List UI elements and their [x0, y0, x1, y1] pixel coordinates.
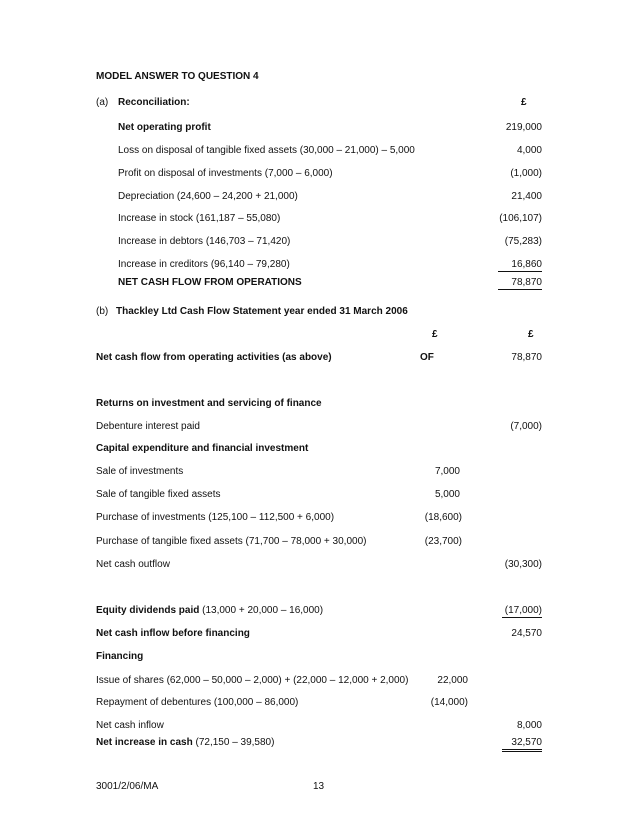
row-label: Issue of shares (62,000 – 50,000 – 2,000) + (22,000 – 12,000 + 2,000)	[96, 675, 409, 686]
row-value: (1,000)	[510, 168, 542, 179]
row-label-bold: Equity dividends paid	[96, 605, 200, 616]
row-value: (7,000)	[510, 421, 542, 432]
row-mid: (23,700)	[424, 536, 462, 547]
row-label: Net operating profit	[118, 122, 211, 133]
page-number: 13	[313, 781, 325, 792]
row-label: Increase in creditors (96,140 – 79,280)	[118, 259, 290, 270]
section-heading: Financing	[96, 651, 144, 662]
row-mid: (14,000)	[430, 697, 468, 708]
part-b-letter: (b)	[96, 306, 109, 317]
row-label-mixed	[96, 737, 274, 749]
row-value: 78,870	[498, 277, 542, 290]
part-a-heading: Reconciliation:	[118, 97, 190, 108]
row-label: Increase in debtors (146,703 – 71,420)	[118, 236, 291, 247]
row-label: Net cash flow from operating activities (as above)	[96, 352, 332, 363]
row-label: Net cash inflow before financing	[96, 628, 250, 639]
row-label-rest: (72,150 – 39,580)	[192, 737, 275, 748]
document-title: MODEL ANSWER TO QUESTION 4	[96, 71, 259, 82]
section-heading: Capital expenditure and financial investment	[96, 443, 309, 454]
row-label: Net cash outflow	[96, 559, 170, 570]
row-label: Sale of tangible fixed assets	[96, 489, 221, 500]
row-mid: 7,000	[434, 466, 460, 477]
row-value: (106,107)	[499, 213, 542, 224]
row-label: Net cash inflow	[96, 720, 164, 731]
footer-code: 3001/2/06/MA	[96, 781, 159, 792]
part-b-heading: Thackley Ltd Cash Flow Statement year ended 31 March 2006	[116, 306, 408, 317]
part-a-currency: £	[521, 97, 527, 108]
row-value: 4,000	[516, 145, 542, 156]
row-label-rest: (13,000 + 20,000 – 16,000)	[199, 605, 324, 616]
row-mid: OF	[420, 352, 434, 363]
row-value: 21,400	[511, 191, 542, 202]
row-value: 16,860	[498, 259, 542, 272]
col2-currency: £	[528, 329, 534, 340]
section-heading: Returns on investment and servicing of finance	[96, 398, 322, 409]
row-label: Sale of investments	[96, 466, 184, 477]
row-value: (30,300)	[504, 559, 542, 570]
row-label: Loss on disposal of tangible fixed assets (30,000 – 21,000) – 5,000	[118, 145, 415, 156]
row-value: 78,870	[511, 352, 542, 363]
row-label: Increase in stock (161,187 – 55,080)	[118, 213, 281, 224]
part-a-letter: (a)	[96, 97, 109, 108]
col1-currency: £	[432, 329, 438, 340]
row-label: Repayment of debentures (100,000 – 86,000)	[96, 697, 299, 708]
row-label-bold: Net increase in cash	[96, 737, 193, 748]
row-value: 24,570	[511, 628, 542, 639]
row-value: 32,570	[502, 737, 542, 752]
row-mid: (18,600)	[424, 512, 462, 523]
row-value: (17,000)	[502, 605, 542, 618]
row-label-mixed	[96, 605, 323, 617]
row-label: Purchase of tangible fixed assets (71,700 – 78,000 + 30,000)	[96, 536, 367, 547]
row-mid: 22,000	[437, 675, 468, 686]
row-mid: 5,000	[434, 489, 460, 500]
row-value: 219,000	[505, 122, 542, 133]
row-label: Profit on disposal of investments (7,000 – 6,000)	[118, 168, 333, 179]
row-label: Depreciation (24,600 – 24,200 + 21,000)	[118, 191, 298, 202]
row-label: NET CASH FLOW FROM OPERATIONS	[118, 277, 302, 288]
row-value: (75,283)	[504, 236, 542, 247]
row-label: Purchase of investments (125,100 – 112,500 + 6,000)	[96, 512, 335, 523]
row-value: 8,000	[516, 720, 542, 731]
row-label: Debenture interest paid	[96, 421, 200, 432]
